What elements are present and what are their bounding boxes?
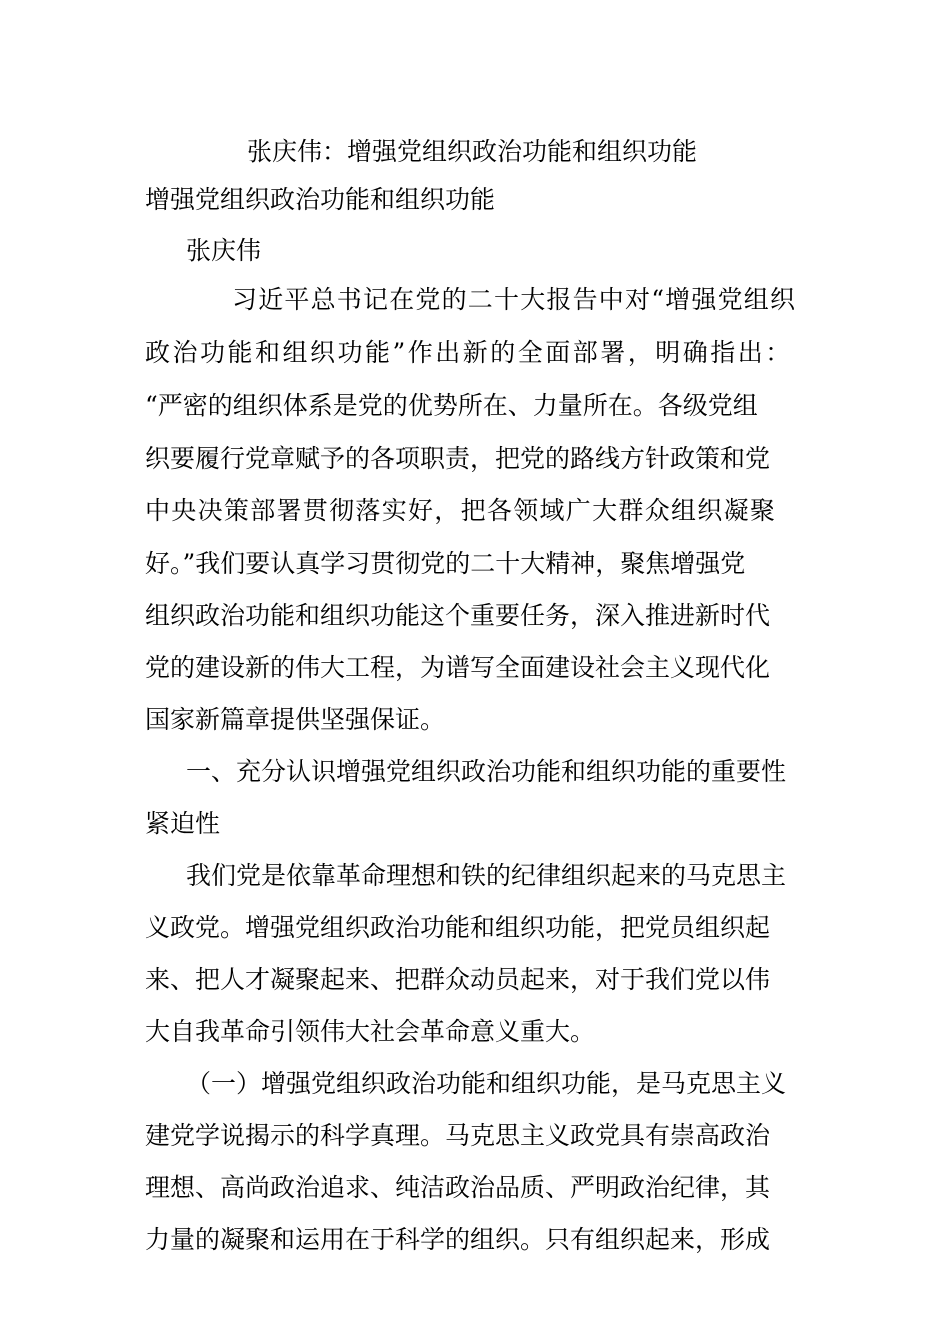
paragraph-line: 力量的凝聚和运用在于科学的组织。只有组织起来，形成 (145, 1225, 771, 1254)
paragraph-line: 来、把人才凝聚起来、把群众动员起来，对于我们党以伟 (145, 965, 771, 994)
section-heading: 紧迫性 (145, 809, 221, 838)
paragraph-line: 建党学说揭示的科学真理。马克思主义政党具有崇高政治 (145, 1121, 771, 1150)
paragraph-line: 我们党是依靠革命理想和铁的纪律组织起来的马克思主 (186, 861, 787, 890)
document-title: 张庆伟：增强党组织政治功能和组织功能 (247, 137, 698, 166)
paragraph-line: 大自我革命引领伟大社会革命意义重大。 (145, 1017, 596, 1046)
paragraph-line: “严密的组织体系是党的优势所在、力量所在。各级党组 (145, 391, 758, 420)
document-subtitle: 增强党组织政治功能和组织功能 (145, 185, 496, 214)
paragraph-line: 好。”我们要认真学习贯彻党的二十大精神，聚焦增强党 (145, 549, 746, 578)
paragraph-line: （一）增强党组织政治功能和组织功能，是马克思主义 (186, 1069, 787, 1098)
paragraph-line: 中央决策部署贯彻落实好，把各领域广大群众组织凝聚 (145, 496, 777, 525)
paragraph-line: 党的建设新的伟大工程，为谱写全面建设社会主义现代化 (145, 653, 771, 682)
paragraph-line: 组织政治功能和组织功能这个重要任务，深入推进新时代 (145, 601, 771, 630)
paragraph-line: 习近平总书记在党的二十大报告中对“增强党组织 (232, 285, 797, 314)
document-author: 张庆伟 (186, 236, 262, 265)
paragraph-line: 理想、高尚政治追求、纯洁政治品质、严明政治纪律，其 (145, 1173, 771, 1202)
section-heading: 一、充分认识增强党组织政治功能和组织功能的重要性 (186, 757, 787, 786)
paragraph-line: 政治功能和组织功能”作出新的全面部署，明确指出： (145, 338, 793, 367)
paragraph-line: 织要履行党章赋予的各项职责，把党的路线方针政策和党 (145, 444, 771, 473)
paragraph-line: 义政党。增强党组织政治功能和组织功能，把党员组织起 (145, 913, 771, 942)
paragraph-line: 国家新篇章提供坚强保证。 (145, 705, 446, 734)
